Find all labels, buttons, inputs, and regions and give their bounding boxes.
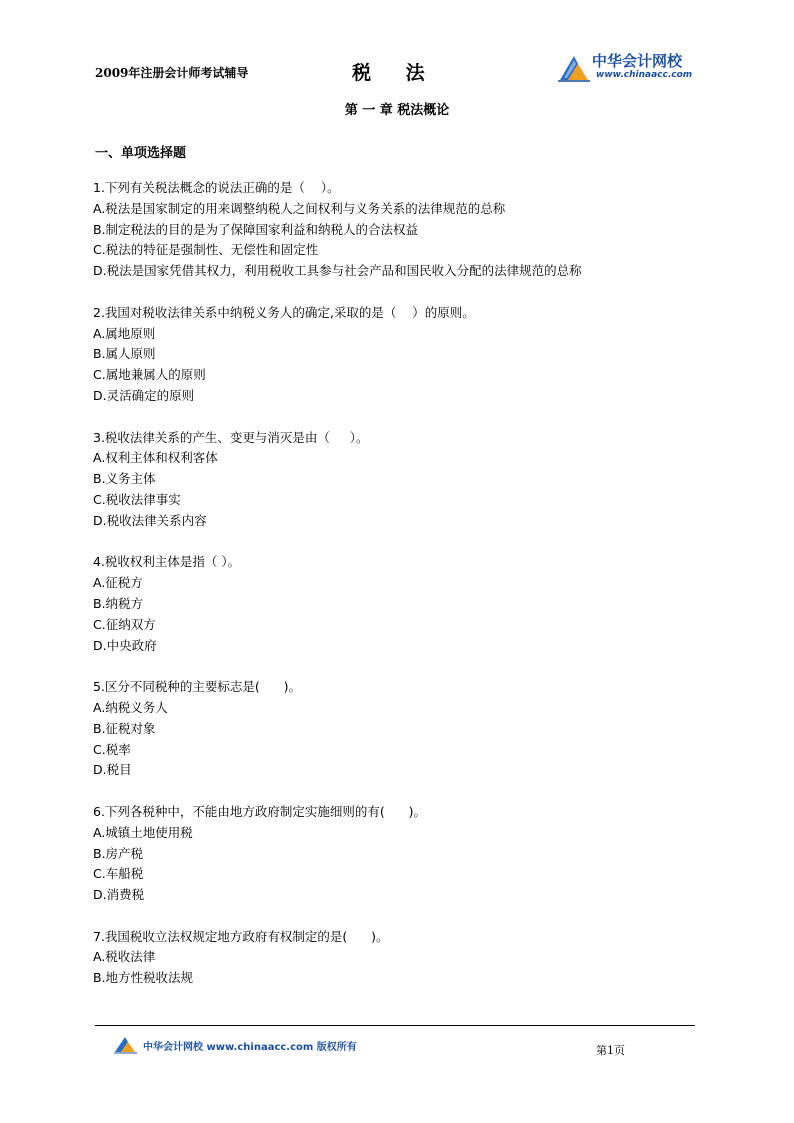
answer-option: B.制定税法的目的是为了保障国家利益和纳税人的合法权益: [93, 221, 419, 237]
question-block: [93, 303, 713, 407]
chinaacc-logo[interactable]: [556, 50, 706, 84]
header-left-title: 2009年注册会计师考试辅导: [95, 66, 249, 80]
question-stem: 3.税收法律关系的产生、变更与消灭是由（ ）。: [93, 429, 369, 445]
answer-option: A.纳税义务人: [93, 699, 168, 715]
logo-brand-text: 中华会计网校: [592, 52, 683, 70]
answer-option: A.权利主体和权利客体: [93, 450, 218, 466]
question-block: [93, 178, 713, 282]
answer-option: A.税收法律: [93, 949, 156, 965]
logo-triangle-icon: [556, 50, 592, 84]
answer-option: A.税法是国家制定的用来调整纳税人之间权利与义务关系的法律规范的总称: [93, 200, 506, 216]
answer-option: B.纳税方: [93, 595, 144, 611]
question-stem: 2.我国对税收法律关系中纳税义务人的确定,采取的是（ ）的原则。: [93, 304, 475, 320]
answer-option: A.城镇土地使用税: [93, 824, 193, 840]
answer-option: D.消费税: [93, 887, 145, 903]
footer-divider: [95, 1025, 695, 1026]
answer-option: C.税收法律事实: [93, 491, 181, 507]
answer-option: D.税目: [93, 762, 132, 778]
answer-option: B.房产税: [93, 845, 144, 861]
answer-option: D.灵活确定的原则: [93, 387, 195, 403]
answer-option: C.征纳双方: [93, 616, 156, 632]
answer-option: C.税法的特征是强制性、无偿性和固定性: [93, 242, 319, 258]
answer-option: D.中央政府: [93, 637, 157, 653]
answer-option: D.税法是国家凭借其权力，利用税收工具参与社会产品和国民收入分配的法律规范的总称: [93, 263, 582, 279]
answer-option: A.征税方: [93, 575, 143, 591]
logo-url-text: www.chinaacc.com: [596, 70, 693, 80]
question-block: [93, 927, 713, 989]
answer-option: B.征税对象: [93, 720, 156, 736]
answer-option: C.属地兼属人的原则: [93, 367, 206, 383]
answer-option: A.属地原则: [93, 325, 156, 341]
answer-option: C.车船税: [93, 866, 144, 882]
question-list: [93, 178, 713, 1010]
question-block: [93, 677, 713, 781]
question-stem: 5.区分不同税种的主要标志是( )。: [93, 679, 302, 695]
answer-option: B.属人原则: [93, 346, 156, 362]
section-title: 一、单项选择题: [95, 146, 187, 161]
question-block: [93, 802, 713, 906]
question-stem: 4.税收权利主体是指（ ）。: [93, 554, 241, 570]
chapter-title: 第 一 章 税法概论: [344, 103, 450, 118]
answer-option: B.地方性税收法规: [93, 970, 194, 986]
question-block: [93, 552, 713, 656]
answer-option: C.税率: [93, 741, 131, 757]
question-block: [93, 428, 713, 532]
question-stem: 7.我国税收立法权规定地方政府有权制定的是( )。: [93, 928, 389, 944]
answer-option: D.税收法律关系内容: [93, 512, 207, 528]
question-stem: 1.下列有关税法概念的说法正确的是（ ）。: [93, 180, 340, 195]
footer-logo-icon: [113, 1034, 139, 1054]
page-number: 第1页: [596, 1044, 625, 1057]
footer-copyright: 中华会计网校 www.chinaacc.com 版权所有: [143, 1042, 357, 1053]
question-stem: 6.下列各税种中，不能由地方政府制定实施细则的有( )。: [93, 803, 427, 819]
header-subject-title: 税 法: [352, 62, 439, 84]
answer-option: B.义务主体: [93, 471, 156, 487]
